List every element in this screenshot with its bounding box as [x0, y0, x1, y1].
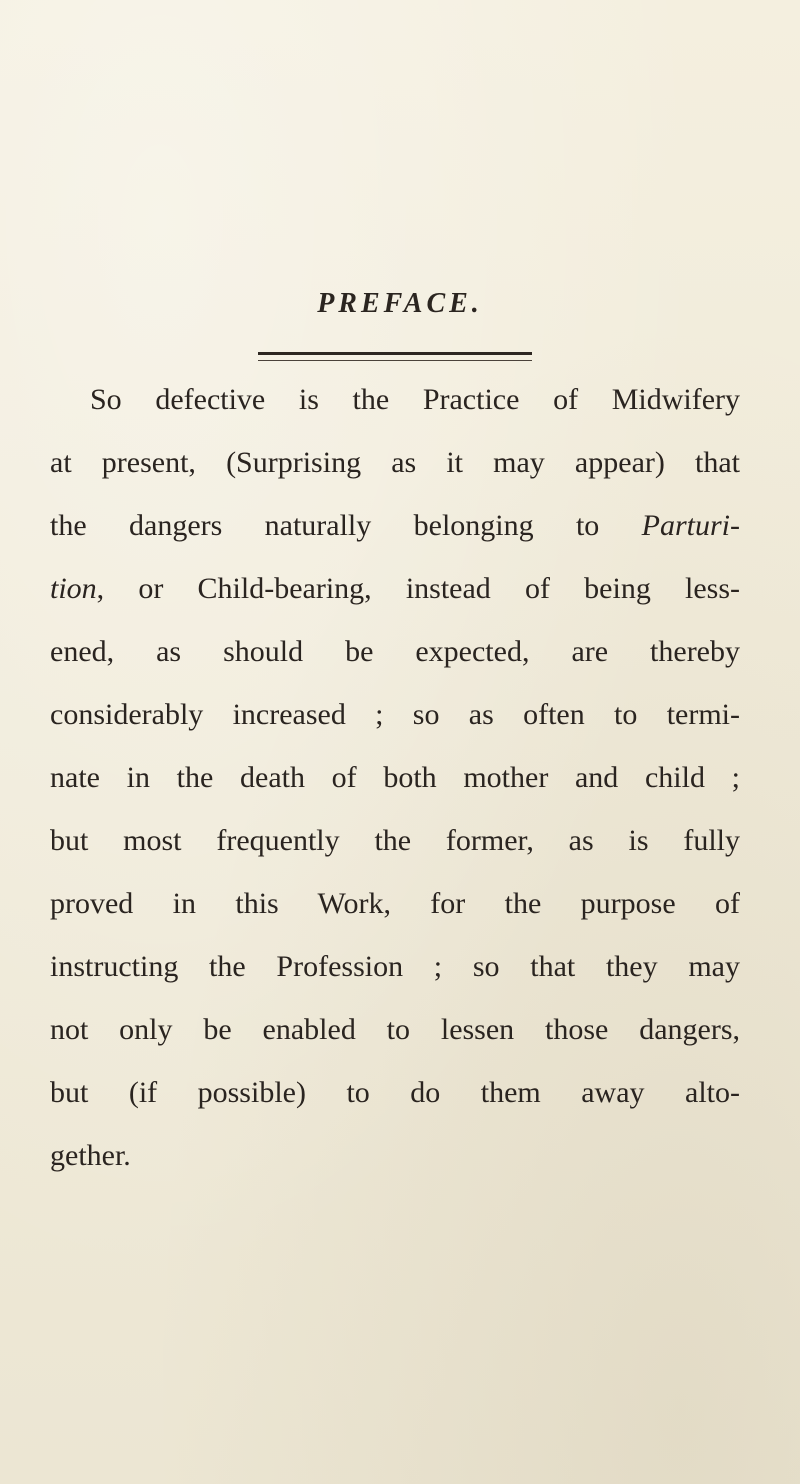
text-line-12: but (if possible) to do them away alto- — [50, 1076, 740, 1109]
page-title: PREFACE. — [317, 288, 483, 319]
text-line-1: So defective is the Practice of Midwifery — [90, 383, 740, 416]
text-line-4-roman: , or Child-bearing, instead of being less- — [96, 572, 740, 605]
text-line-3-italic: Parturi- — [641, 509, 740, 542]
text-line-2: at present, (Surprising as it may appear) that — [50, 446, 740, 479]
preface-paragraph — [50, 368, 740, 1187]
title-rule-thin — [258, 360, 532, 361]
text-line-4 — [50, 557, 740, 620]
text-line-9: proved in this Work, for the purpose of — [50, 887, 740, 920]
text-line-10: instructing the Profession ; so that they may — [50, 950, 740, 983]
text-line-3 — [50, 494, 740, 557]
text-line-13: gether. — [50, 1139, 131, 1172]
text-line-6: considerably increased ; so as often to termi- — [50, 698, 740, 731]
title-rule-thick — [258, 352, 532, 355]
text-line-11: not only be enabled to lessen those dangers, — [50, 1013, 740, 1046]
text-line-7: nate in the death of both mother and child ; — [50, 761, 740, 794]
text-line-5: ened, as should be expected, are thereby — [50, 635, 740, 668]
text-line-8: but most frequently the former, as is fully — [50, 824, 740, 857]
text-line-4-italic: tion — [50, 572, 97, 605]
text-line-3-roman: the dangers naturally belonging to — [50, 509, 642, 542]
